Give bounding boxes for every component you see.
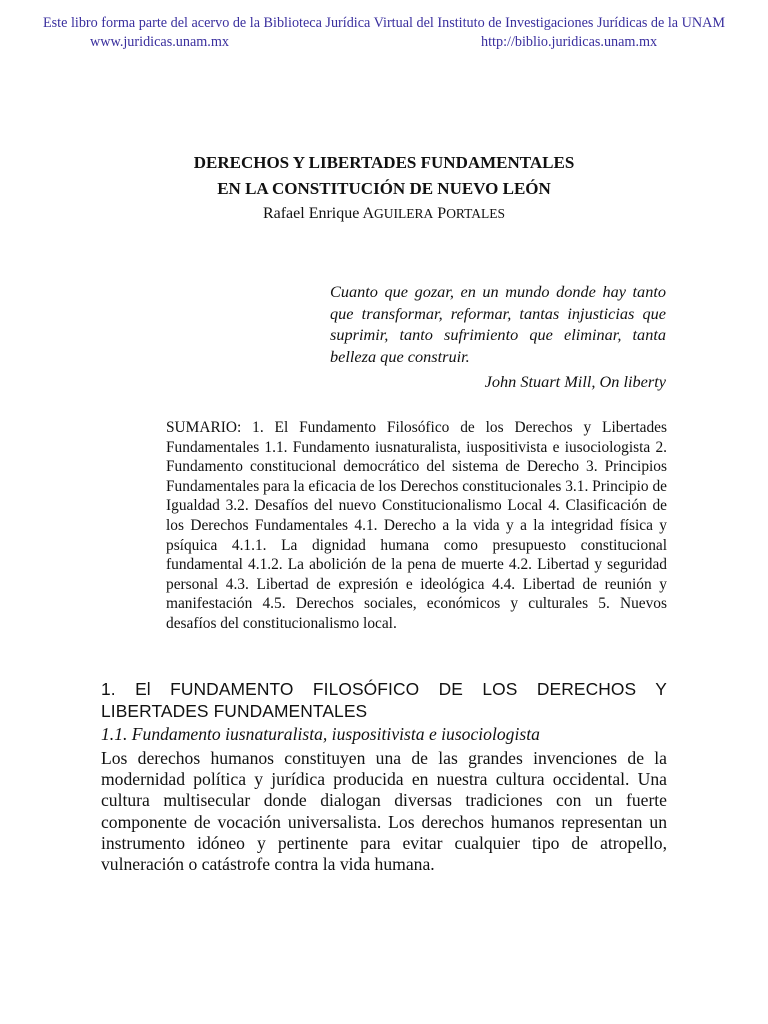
author-surname-2-initial: P xyxy=(433,205,447,222)
article-title-block xyxy=(0,150,768,226)
section-1 xyxy=(101,678,667,875)
author-first-names: Rafael Enrique xyxy=(262,205,363,222)
juridicas-url-link[interactable]: www.juridicas.unam.mx xyxy=(90,34,229,50)
article-title-line-2: EN LA CONSTITUCIÓN DE NUEVO LEÓN xyxy=(217,179,551,198)
section-heading: 1. El FUNDAMENTO FILOSÓFICO DE LOS DERECHOS Y LIBERTADES FUNDAMENTALES xyxy=(101,679,667,721)
article-title-line-1: DERECHOS Y LIBERTADES FUNDAMENTALES xyxy=(193,153,575,172)
epigraph xyxy=(330,281,666,393)
epigraph-quote: Cuanto que gozar, en un mundo donde hay tanto que transformar, reformar, tantas injusticias que suprimir, tanto sufrimiento que eliminar, tanta belleza que construir. xyxy=(330,282,666,366)
author-surname-1-rest: GUILERA xyxy=(374,206,434,221)
subsection-heading: 1.1. Fundamento iusnaturalista, iuspositivista e iusociologista xyxy=(101,724,540,744)
summary-paragraph: SUMARIO: 1. El Fundamento Filosófico de los Derechos y Libertades Fundamentales 1.1. Fundamento iusnaturalista, iuspositivista e iusociologista 2. Fundamento constitucional democrático del sistema de Derecho 3. Principios Fundamentales para la eficacia de los Derechos constitucionales 3.1. Principio de Igualdad 3.2. Desafíos del nuevo Constitucionalismo Local 4. Clasificación de los Derechos Fundamentales 4.1. Derecho a la vida y a la integridad física y psíquica 4.1.1. La dignidad humana como presupuesto constitucional fundamental 4.1.2. La abolición de la pena de muerte 4.2. Libertad y seguridad personal 4.3. Libertad de expresión e ideológica 4.4. Libertad de reunión y manifestación 4.5. Derechos sociales, económicos y culturales 5. Nuevos desafíos del constitucionalismo local. xyxy=(166,419,667,632)
author-surname-2-rest: ORTALES xyxy=(446,206,506,221)
biblio-url-link[interactable]: http://biblio.juridicas.unam.mx xyxy=(481,34,658,50)
header-urls xyxy=(0,33,768,52)
body-paragraph: Los derechos humanos constituyen una de las grandes invenciones de la modernidad política y jurídica producida en nuestra cultura occidental. Una cultura multisecular donde dialogan diversas tradiciones con un fuerte componente de vocación universalista. Los derechos humanos representan un instrumento idóneo y pertinente para evitar cualquier tipo de atropello, vulneración o catástrofe contra la vida humana. xyxy=(101,748,667,875)
author-surname-1-initial: A xyxy=(362,205,375,222)
article-author xyxy=(0,202,768,226)
library-notice-text: Este libro forma parte del acervo de la Biblioteca Jurídica Virtual del Instituto de Investigaciones Jurídicas de la UNAM xyxy=(42,15,726,31)
epigraph-attribution: John Stuart Mill, On liberty xyxy=(484,372,666,391)
library-notice-header xyxy=(0,14,768,52)
